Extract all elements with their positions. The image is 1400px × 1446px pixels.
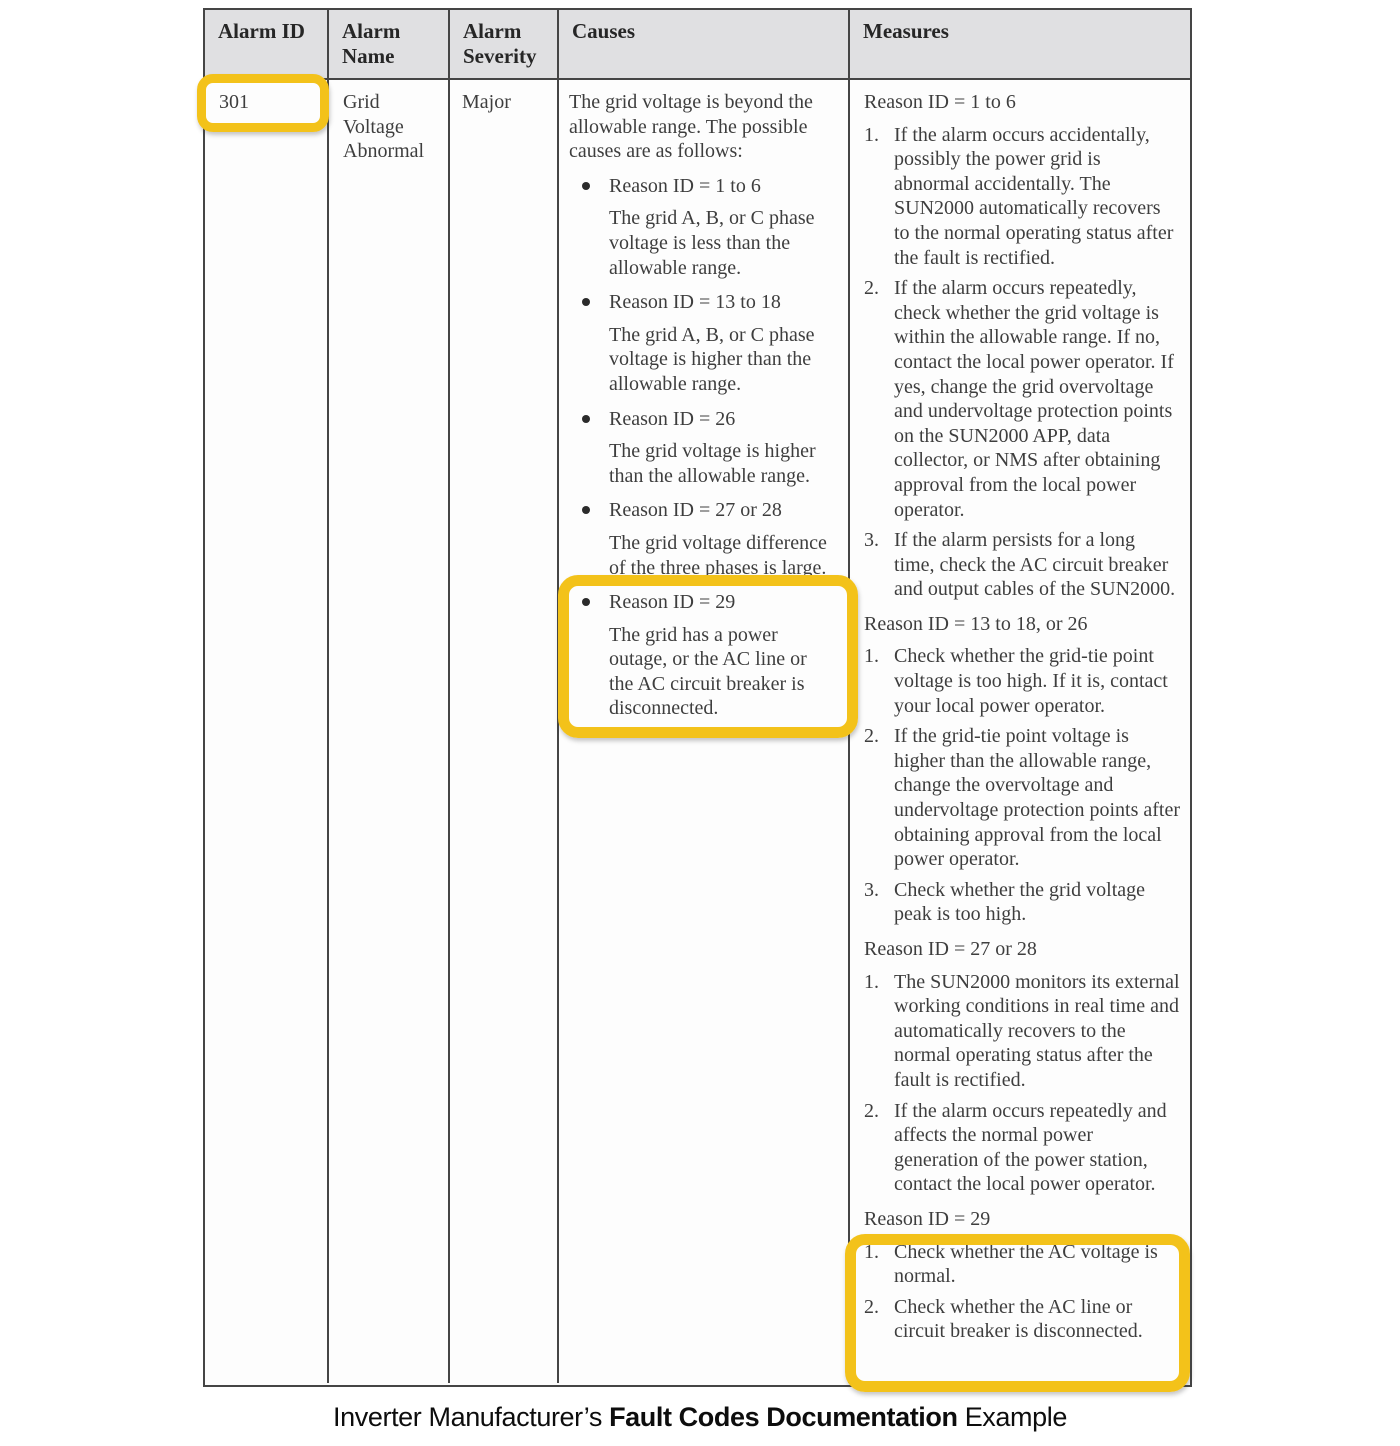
step-number: 3. xyxy=(864,529,879,552)
measure-step xyxy=(864,878,1180,927)
step-number: 1. xyxy=(864,970,879,993)
figure-caption xyxy=(0,1402,1400,1433)
step-number: 2. xyxy=(864,277,879,300)
cause-reason-id: Reason ID = 1 to 6 xyxy=(609,174,761,197)
step-text: Check whether the AC line or circuit breaker is disconnected. xyxy=(894,1295,1143,1343)
measures-section xyxy=(864,937,1180,1197)
cause-bullet-label xyxy=(569,290,836,315)
measure-step xyxy=(864,1240,1180,1289)
measures-reason-heading: Reason ID = 1 to 6 xyxy=(864,91,1016,113)
measures-section xyxy=(864,612,1180,927)
step-number: 2. xyxy=(864,1295,879,1318)
measure-step xyxy=(864,1295,1180,1344)
causes-intro: The grid voltage is beyond the allowable range. The possible causes are as follows: xyxy=(569,91,813,163)
header-causes: Causes xyxy=(557,10,848,78)
alarm-name-cell xyxy=(327,80,448,1383)
measure-step xyxy=(864,123,1180,271)
table-header-row xyxy=(205,10,1190,80)
step-text: If the alarm occurs accidentally, possibly the power grid is abnormal accidentally. The SUN2000 automatically recovers to the normal operating status after the fault is rectified. xyxy=(894,123,1174,269)
measures-reason-heading: Reason ID = 27 or 28 xyxy=(864,938,1037,960)
cause-bullet-label xyxy=(569,407,836,432)
alarm-id-cell xyxy=(205,80,327,1383)
cause-description: The grid A, B, or C phase voltage is less than the allowable range. xyxy=(609,207,815,279)
step-number: 2. xyxy=(864,725,879,748)
step-number: 2. xyxy=(864,1099,879,1122)
step-text: Check whether the grid voltage peak is too high. xyxy=(894,878,1146,926)
header-alarm-severity: Alarm Severity xyxy=(448,10,557,78)
header-measures: Measures xyxy=(848,10,1190,78)
measures-reason-heading: Reason ID = 13 to 18, or 26 xyxy=(864,612,1088,635)
causes-cell xyxy=(557,80,848,1383)
cause-bullet-label xyxy=(569,174,836,199)
step-number: 1. xyxy=(864,645,879,668)
bullet-dot-icon xyxy=(582,506,590,514)
step-text: If the alarm persists for a long time, check the AC circuit breaker and output cables of the SUN2000. xyxy=(894,529,1176,601)
cause-bullet-label xyxy=(569,590,836,615)
step-text: If the grid-tie point voltage is higher than the allowable range, change the overvoltage and undervoltage protection points after obtaining approval from the local power operator. xyxy=(894,725,1181,871)
cause-reason-id: Reason ID = 29 xyxy=(609,591,736,614)
measures-cell xyxy=(848,80,1190,1383)
bullet-dot-icon xyxy=(582,182,590,190)
step-text: Check whether the grid-tie point voltage is too high. If it is, contact your local power operator. xyxy=(894,645,1168,717)
step-text: If the alarm occurs repeatedly, check whether the grid voltage is within the allowable range. If no, contact the local power operator. If yes, change the grid overvoltage and undervoltage protection points on the SUN2000 APP, data collector, or NMS after obtaining approval from the local power operator. xyxy=(894,277,1174,521)
header-alarm-name: Alarm Name xyxy=(327,10,448,78)
cause-reason-id: Reason ID = 27 or 28 xyxy=(609,499,782,522)
step-text: If the alarm occurs repeatedly and affects the normal power generation of the power station, contact the local power operator. xyxy=(894,1099,1167,1196)
step-number: 3. xyxy=(864,878,879,901)
cause-description: The grid A, B, or C phase voltage is higher than the allowable range. xyxy=(609,323,815,395)
cause-description: The grid voltage is higher than the allowable range. xyxy=(609,440,816,487)
table-row xyxy=(205,80,1190,1383)
alarm-id-value: 301 xyxy=(219,91,249,113)
measure-step xyxy=(864,276,1180,522)
alarm-severity-cell xyxy=(448,80,557,1383)
caption-prefix: Inverter Manufacturer’s xyxy=(333,1402,610,1432)
step-text: The SUN2000 monitors its external working conditions in real time and automatically recovers to the normal operating status after the fault is rectified. xyxy=(894,970,1180,1091)
measures-section xyxy=(864,90,1180,602)
step-number: 1. xyxy=(864,1240,879,1263)
cause-description: The grid voltage difference of the three phases is large. xyxy=(609,531,827,579)
cause-reason-id: Reason ID = 26 xyxy=(609,407,736,430)
alarm-name-value: Grid Voltage Abnormal xyxy=(343,91,425,163)
bullet-dot-icon xyxy=(582,298,590,306)
measure-step xyxy=(864,644,1180,718)
measure-step xyxy=(864,528,1180,602)
measures-reason-heading: Reason ID = 29 xyxy=(864,1207,991,1230)
cause-bullet-label xyxy=(569,498,836,523)
measure-step xyxy=(864,724,1180,872)
header-alarm-id: Alarm ID xyxy=(218,19,305,43)
cause-reason-id: Reason ID = 13 to 18 xyxy=(609,291,781,314)
step-text: Check whether the AC voltage is normal. xyxy=(894,1240,1158,1288)
alarm-severity-value: Major xyxy=(462,91,511,113)
caption-bold: Fault Codes Documentation xyxy=(609,1402,958,1432)
bullet-dot-icon xyxy=(582,415,590,423)
measure-step xyxy=(864,1099,1180,1197)
bullet-dot-icon xyxy=(582,598,590,606)
measures-section xyxy=(864,1207,1180,1344)
measure-step xyxy=(864,970,1180,1093)
cause-description: The grid has a power outage, or the AC line or the AC circuit breaker is disconnected. xyxy=(609,623,807,720)
fault-codes-table xyxy=(203,8,1192,1387)
step-number: 1. xyxy=(864,123,879,146)
caption-suffix: Example xyxy=(957,1402,1067,1432)
causes-bullet-list xyxy=(569,174,836,721)
